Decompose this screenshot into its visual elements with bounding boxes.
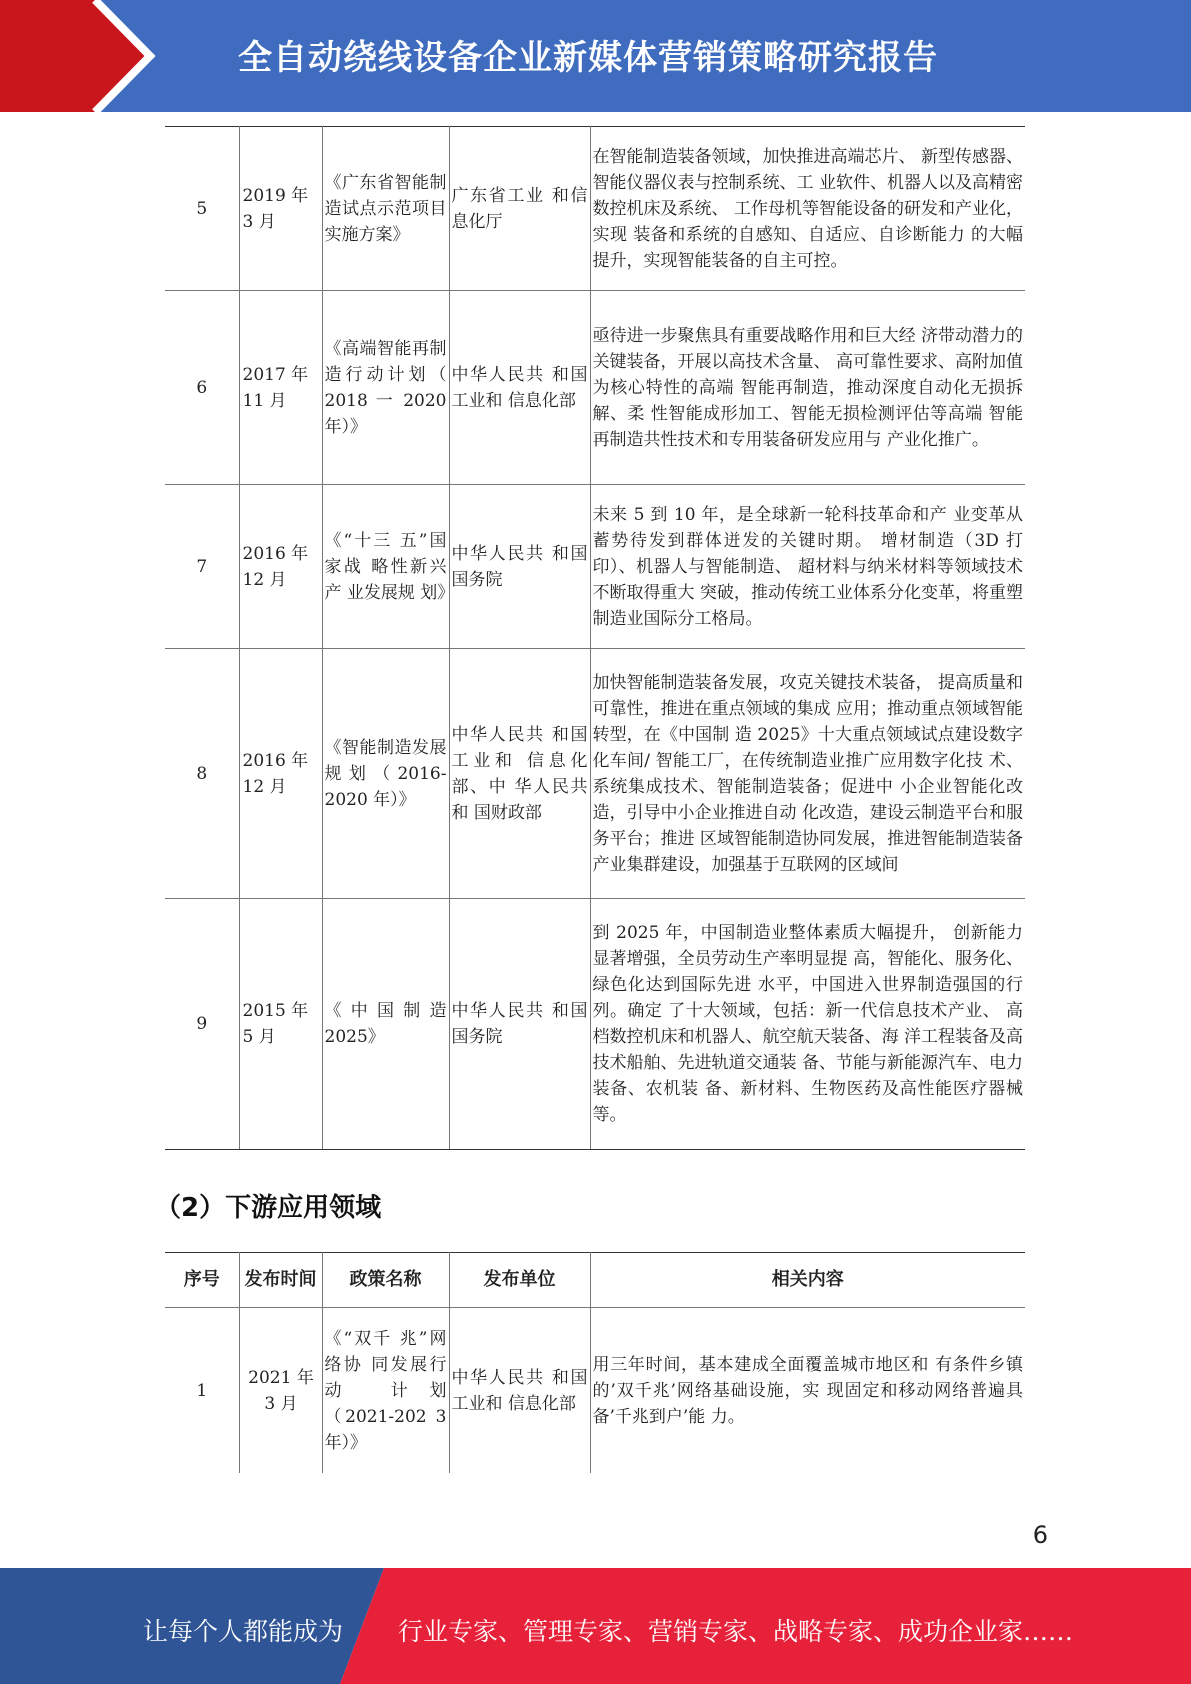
table-row <box>165 1308 1025 1474</box>
policy-table-upstream <box>165 126 1025 1150</box>
row-date: 2017 年 11 月 <box>239 291 322 485</box>
header-policy-name: 政策名称 <box>322 1253 449 1308</box>
table-row <box>165 899 1025 1150</box>
report-title: 全自动绕线设备企业新媒体营销策略研究报告 <box>238 38 938 78</box>
footer-slogan-right: 行业专家、管理专家、营销专家、战略专家、成功企业家…… <box>398 1617 1074 1646</box>
row-index: 6 <box>165 291 239 485</box>
row-policy-name: 《“十三 五”国家战 略性新兴产 业发展规 划》 <box>322 485 449 649</box>
row-index: 7 <box>165 485 239 649</box>
page-number: 6 <box>1032 1521 1048 1549</box>
page-header <box>0 0 1191 112</box>
header-date: 发布时间 <box>239 1253 322 1308</box>
row-policy-name: 《“双千 兆”网络协 同发展行动 计划（2021-202 3 年）》 <box>322 1308 449 1474</box>
row-policy-name: 《智能制造发展规划（2016-2020 年）》 <box>322 649 449 899</box>
row-issuer: 中华人民共 和国国务院 <box>449 899 590 1150</box>
header-index: 序号 <box>165 1253 239 1308</box>
table-row <box>165 649 1025 899</box>
row-content: 未来 5 到 10 年，是全球新一轮科技革命和产 业变革从蓄势待发到群体迸发的关键时期。 增材制造（3D 打印）、机器人与智能制造、 超材料与纳米材料等领域技术不断取得重大 突破，推动传统工业体系分化变革，将重塑 制造业国际分工格局。 <box>590 485 1025 649</box>
row-index: 9 <box>165 899 239 1150</box>
row-index: 1 <box>165 1308 239 1474</box>
row-content: 加快智能制造装备发展，攻克关键技术装备， 提高质量和可靠性，推进在重点领域的集成 应用；推动重点领域智能转型，在《中国制 造 2025》十大重点领域试点建设数字化车间/ 智能工厂，在传统制造业推广应用数字化技 术、系统集成技术、智能制造装备；促进中 小企业智能化改造，引导中小企业推进自动 化改造，建设云制造平台和服务平台；推进 区域智能制造协同发展，推进智能制造装备产业集群建设，加强基于互联网的区域间 <box>590 649 1025 899</box>
table-header-row <box>165 1253 1025 1308</box>
row-issuer: 中华人民共 和国国务院 <box>449 485 590 649</box>
row-policy-name: 《高端智能再制造行动计划（ 2018 一 2020 年）》 <box>322 291 449 485</box>
row-date: 2021 年 3 月 <box>239 1308 322 1474</box>
row-content: 用三年时间，基本建成全面覆盖城市地区和 有条件乡镇的’双千兆’网络基础设施，实 现固定和移动网络普遍具备’千兆到户’能 力。 <box>590 1308 1025 1474</box>
header-issuer: 发布单位 <box>449 1253 590 1308</box>
row-issuer: 中华人民共 和国工业和 信息化部 <box>449 291 590 485</box>
row-index: 8 <box>165 649 239 899</box>
row-date: 2016 年 12 月 <box>239 649 322 899</box>
row-date: 2016 年 12 月 <box>239 485 322 649</box>
table-row <box>165 485 1025 649</box>
row-content: 亟待进一步聚焦具有重要战略作用和巨大经 济带动潜力的关键装备，开展以高技术含量、 高可靠性要求、高附加值为核心特性的高端 智能再制造，推动深度自动化无损拆解、柔 性智能成形加工、智能无损检测评估等高端 智能再制造共性技术和专用装备研发应用与 产业化推广。 <box>590 291 1025 485</box>
row-date: 2015 年 5 月 <box>239 899 322 1150</box>
row-issuer: 广东省工业 和信息化厅 <box>449 127 590 291</box>
row-content: 在智能制造装备领域，加快推进高端芯片、 新型传感器、智能仪器仪表与控制系统、工 业软件、机器人以及高精密数控机床及系统、 工作母机等智能设备的研发和产业化，实现 装备和系统的自感知、自适应、自诊断能力 的大幅提升，实现智能装备的自主可控。 <box>590 127 1025 291</box>
row-policy-name: 《广东省智能制造试点示范项目实施方案》 <box>322 127 449 291</box>
row-index: 5 <box>165 127 239 291</box>
row-content: 到 2025 年，中国制造业整体素质大幅提升， 创新能力显著增强，全员劳动生产率明显提 高，智能化、服务化、绿色化达到国际先进 水平，中国进入世界制造强国的行列。确定 了十大领域，包括：新一代信息技术产业、 高档数控机床和机器人、航空航天装备、海 洋工程装备及高技术船舶、先进轨道交通装 备、节能与新能源汽车、电力装备、农机装 备、新材料、生物医药及高性能医疗器械等。 <box>590 899 1025 1150</box>
policy-table-downstream <box>165 1252 1025 1473</box>
header-content: 相关内容 <box>590 1253 1025 1308</box>
row-policy-name: 《中国制造 2025》 <box>322 899 449 1150</box>
footer-slogan-left: 让每个人都能成为 <box>143 1617 344 1646</box>
row-issuer: 中华人民共 和国工业和 信息化部 <box>449 1308 590 1474</box>
table-row <box>165 291 1025 485</box>
row-issuer: 中华人民共 和国工业和 信息化部、中 华人民共和 国财政部 <box>449 649 590 899</box>
section-heading: （2）下游应用领域 <box>155 1193 382 1223</box>
page-footer <box>0 1568 1191 1684</box>
table-row <box>165 127 1025 291</box>
row-date: 2019 年 3 月 <box>239 127 322 291</box>
